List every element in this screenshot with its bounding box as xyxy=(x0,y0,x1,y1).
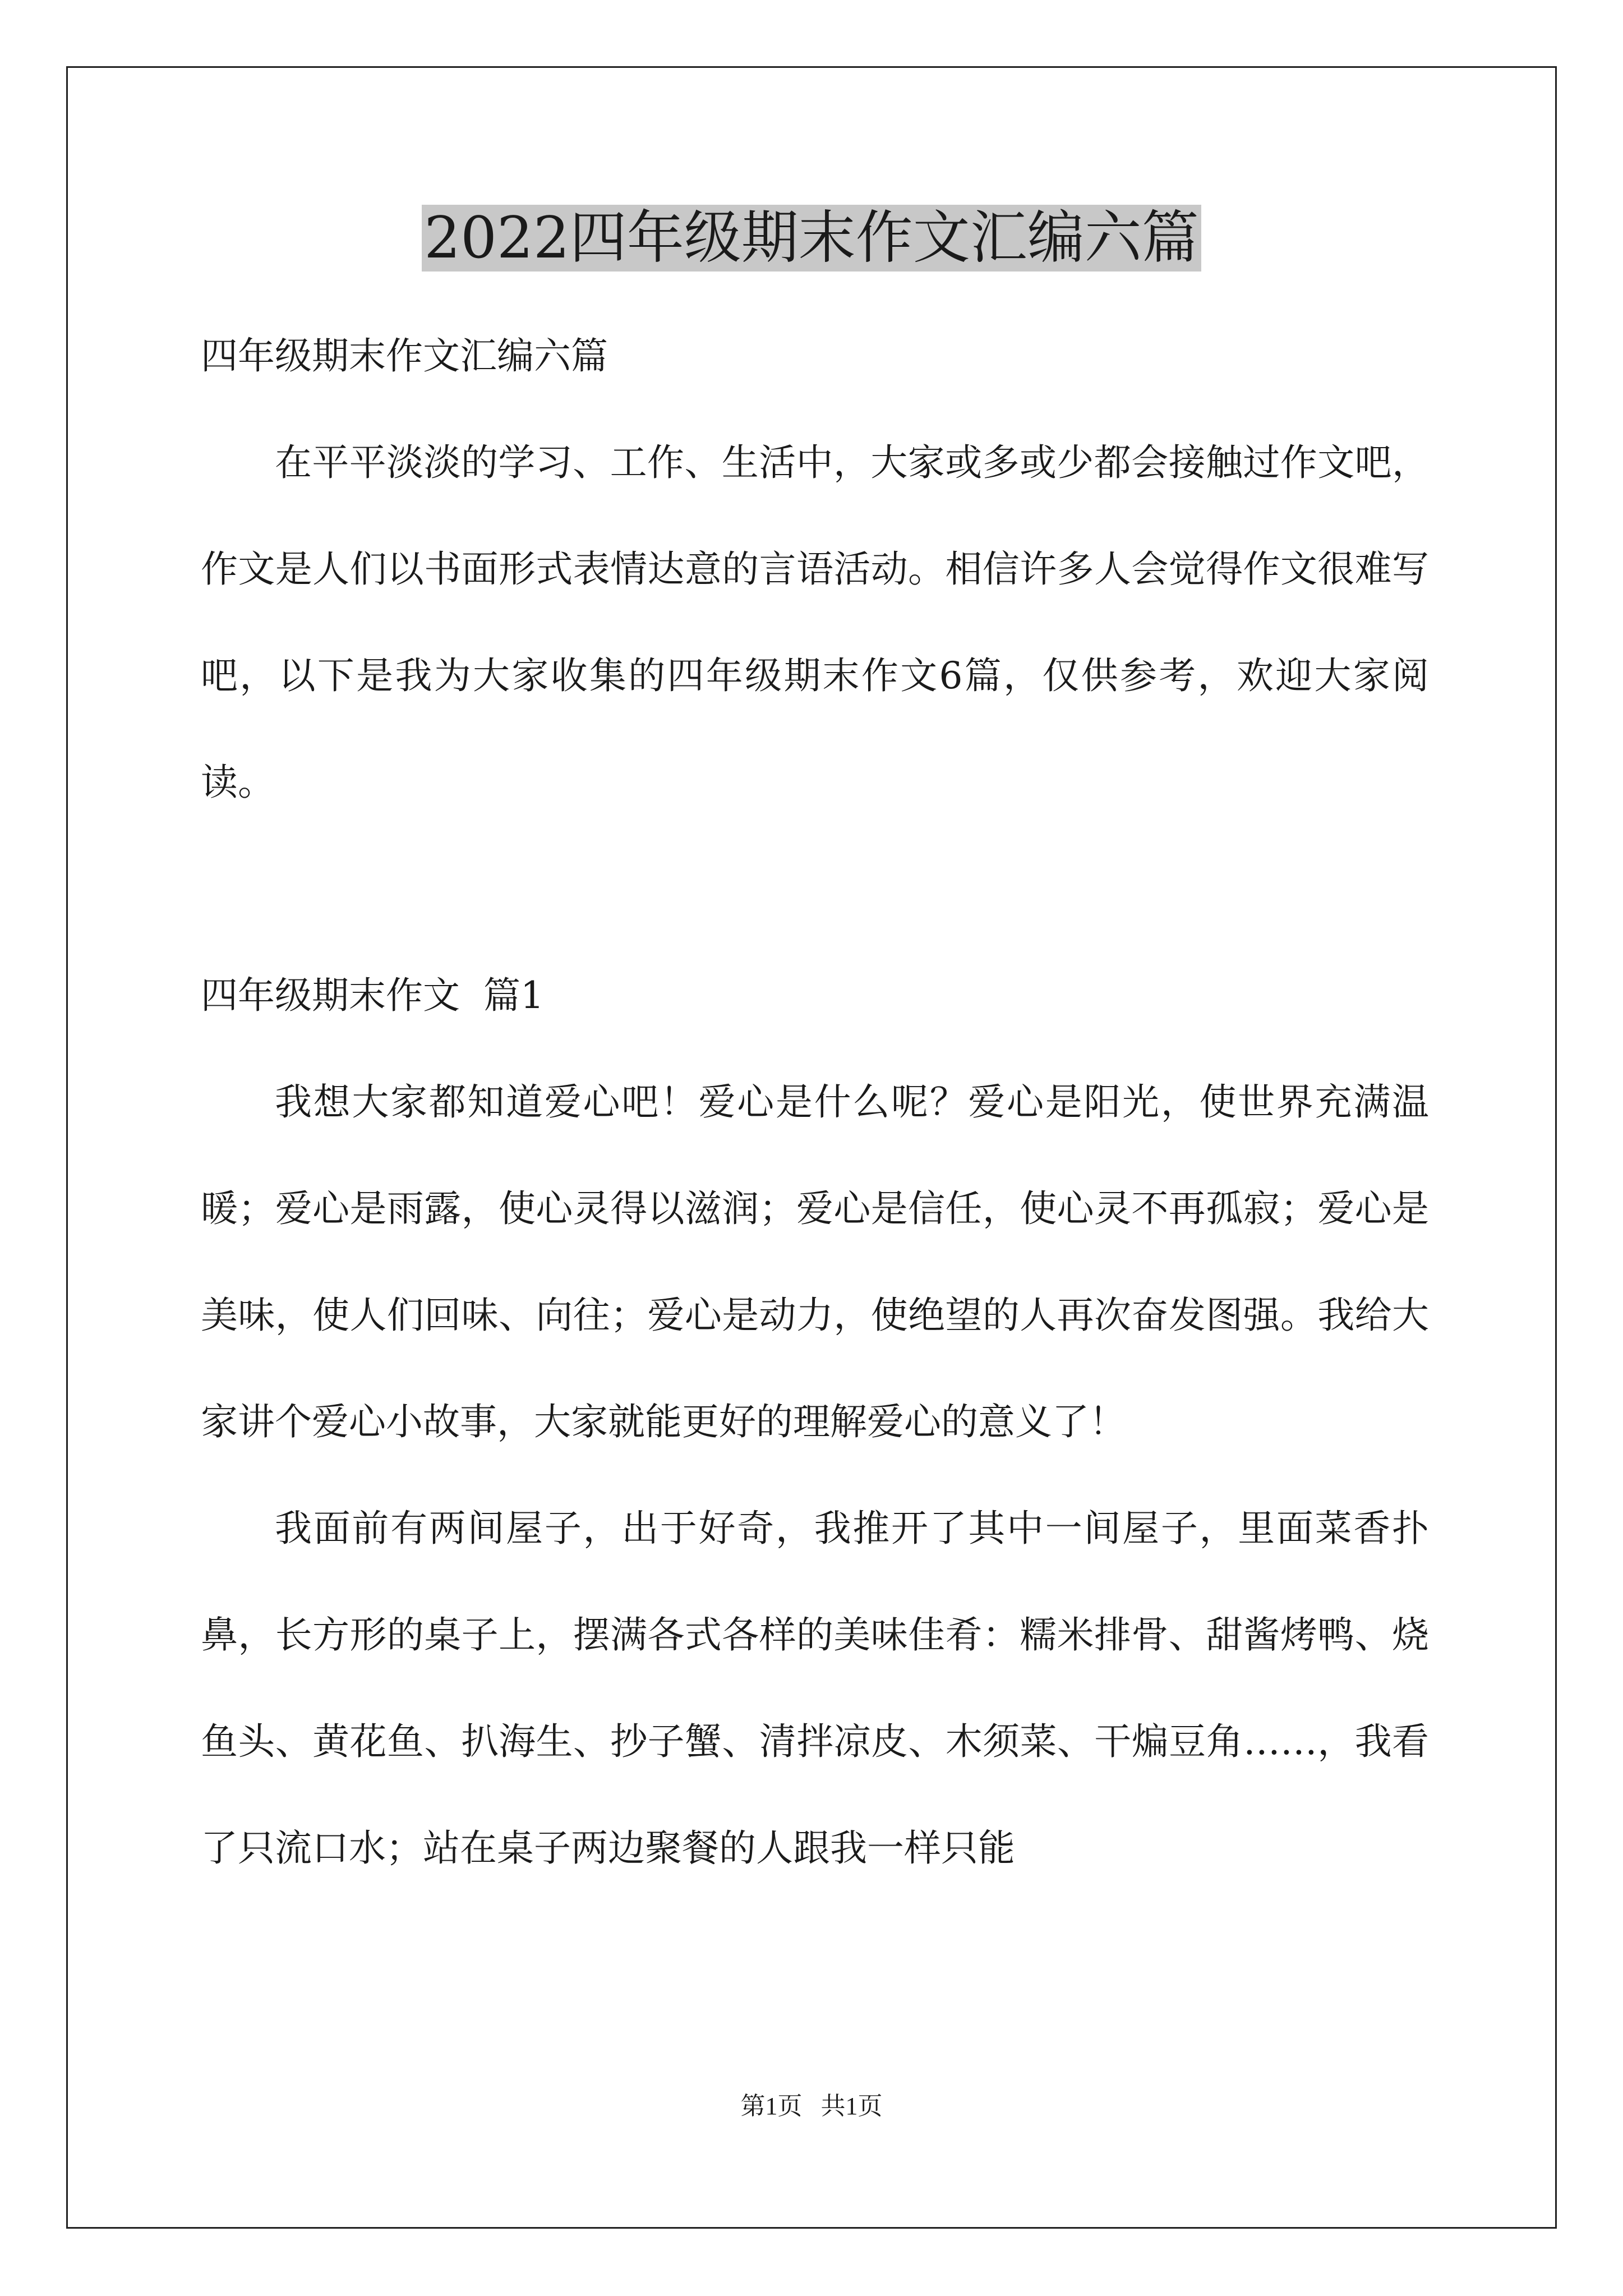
document-body xyxy=(201,303,1429,1902)
document-title xyxy=(0,199,1623,278)
document-title-text: 2022四年级期末作文汇编六篇 xyxy=(422,205,1201,272)
document-subtitle: 四年级期末作文汇编六篇 xyxy=(201,334,608,378)
body-paragraph-2: 我面前有两间屋子，出于好奇，我推开了其中一间屋子，里面菜香扑鼻，长方形的桌子上，摆满各式各样的美味佳肴：糯米排骨、甜酱烤鸭、烧鱼头、黄花鱼、扒海生、抄子蟹、清拌凉皮、木须菜、干煸豆角……，我看了只流口水；站在桌子两边聚餐的人跟我一样只能 xyxy=(201,1507,1429,1870)
page-number-footer: 第1页 共1页 xyxy=(740,2092,883,2120)
intro-paragraph: 在平平淡淡的学习、工作、生活中，大家或多或少都会接触过作文吧，作文是人们以书面形式表情达意的言语活动。相信许多人会觉得作文很难写吧，以下是我为大家收集的四年级期末作文6篇，仅供参考，欢迎大家阅读。 xyxy=(201,441,1429,804)
body-paragraph-1: 我想大家都知道爱心吧！爱心是什么呢？爱心是阳光，使世界充满温暖；爱心是雨露，使心灵得以滋润；爱心是信任，使心灵不再孤寂；爱心是美味，使人们回味、向往；爱心是动力，使绝望的人再次奋发图强。我给大家讲个爱心小故事，大家就能更好的理解爱心的意义了！ xyxy=(201,1080,1429,1443)
section-spacer xyxy=(201,836,1429,942)
section-heading: 四年级期末作文 篇1 xyxy=(201,974,544,1017)
